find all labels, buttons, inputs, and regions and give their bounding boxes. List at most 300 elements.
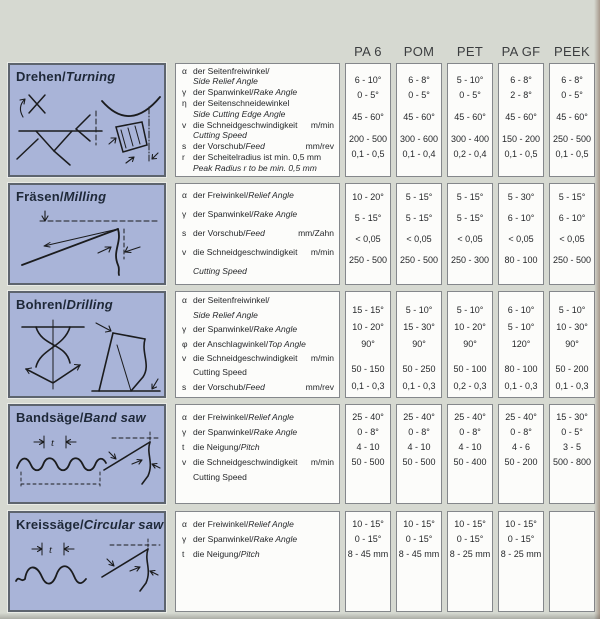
- value-cell: 200 - 500: [348, 133, 388, 144]
- value-cell: 0 - 5°: [459, 90, 481, 101]
- spec-line: [182, 164, 334, 174]
- spec-text-en: Rake Angle: [253, 208, 298, 219]
- value-cell: 5 - 10°: [558, 304, 586, 315]
- value-cell: 4 - 10: [407, 442, 431, 452]
- value-cell: 0 - 5°: [561, 90, 583, 101]
- spec-unit: m/min: [310, 353, 334, 364]
- spec-text-de: Cutting Speed: [193, 367, 247, 378]
- spec-symbol: s: [182, 381, 187, 392]
- value-cell: 120°: [511, 339, 531, 350]
- section-title: [10, 185, 164, 204]
- value-cell: 45 - 60°: [403, 112, 435, 123]
- value-column-1: [345, 63, 391, 177]
- value-cell: 6 - 10°: [354, 74, 382, 85]
- value-cell: 0 - 8°: [459, 427, 481, 437]
- page-bottom-edge-shadow: [0, 613, 600, 619]
- section-title-de: Drehen/: [16, 69, 66, 84]
- value-column-4: [498, 63, 544, 177]
- spec-text: [193, 121, 297, 131]
- spec-line: [182, 325, 334, 335]
- spec-text: [193, 425, 297, 440]
- section-title: [10, 65, 164, 84]
- value-cell: 10 - 20°: [352, 191, 384, 202]
- value-cell: 250 - 500: [552, 255, 592, 266]
- value-cell: 15 - 30°: [556, 412, 588, 422]
- value-cell: 250 - 500: [399, 255, 439, 266]
- value-column-3: [447, 404, 493, 504]
- spec-text: [193, 368, 247, 378]
- section-bandsaw: [8, 404, 600, 504]
- value-cell: 5 - 15°: [558, 191, 586, 202]
- value-cell: 0,2 - 0,4: [453, 149, 487, 160]
- value-cell: 0 - 15°: [405, 534, 433, 544]
- spec-text-de: Cutting Speed: [193, 472, 247, 482]
- value-cell: 8 - 45 mm: [398, 549, 440, 559]
- value-column-4: [498, 511, 544, 612]
- operation-panel-bandsaw: [8, 404, 166, 504]
- value-cell: [550, 517, 594, 532]
- section-title: [10, 293, 164, 312]
- section-title-de: Bohren/: [16, 297, 67, 312]
- spec-text-en: Top Angle: [268, 338, 306, 349]
- spec-line: [182, 532, 334, 547]
- spec-text-en: Side Relief Angle: [193, 76, 258, 87]
- spec-text-en: Side Cutting Edge Angle: [193, 108, 286, 119]
- value-cell: 0,1 - 0,5: [351, 149, 385, 160]
- material-header-5: PEEK: [554, 44, 590, 59]
- value-column-5: [549, 291, 595, 398]
- value-cell: 50 - 150: [351, 364, 385, 375]
- spec-text-de: die Schneidgeschwindigkeit: [193, 353, 298, 364]
- spec-symbol: s: [182, 141, 187, 152]
- value-cell: 0,1 - 0,3: [402, 381, 436, 392]
- value-cell: 0 - 5°: [408, 90, 430, 101]
- value-cell: [499, 470, 543, 485]
- value-column-4: [498, 404, 544, 504]
- section-circular: [8, 511, 600, 612]
- spec-text: [193, 191, 294, 201]
- value-column-3: [447, 183, 493, 285]
- value-cell: 5 - 30°: [507, 191, 535, 202]
- value-cell: 250 - 500: [552, 133, 592, 144]
- section-drilling: [8, 291, 600, 398]
- spec-text: [193, 296, 270, 306]
- spec-text-en: Rake Angle: [253, 427, 298, 437]
- operation-panel-milling: [8, 183, 166, 285]
- value-cell: 45 - 60°: [352, 112, 384, 123]
- spec-line: [182, 311, 334, 321]
- value-cell: 5 - 15°: [405, 212, 433, 223]
- value-cell: < 0,05: [559, 233, 585, 244]
- circular-drawing: [14, 537, 162, 597]
- spec-line: [182, 368, 334, 378]
- operation-panel-turning: [8, 63, 166, 177]
- spec-text-de: der Scheitelradius ist min. 0,5 mm: [193, 151, 322, 162]
- spec-text-de: der Freiwinkel/: [193, 189, 249, 200]
- spec-text-en: Pitch: [240, 442, 260, 452]
- spec-text-de: der Freiwinkel/: [193, 412, 249, 422]
- spec-text: [193, 210, 297, 220]
- value-cell: [550, 532, 594, 547]
- value-cell: < 0,05: [406, 233, 432, 244]
- value-column-1: [345, 291, 391, 398]
- value-cell: 0,1 - 0,5: [504, 149, 538, 160]
- value-cell: 5 - 15°: [354, 212, 382, 223]
- value-cell: 4 - 10: [356, 442, 380, 452]
- spec-line: [182, 267, 334, 277]
- spec-text: [193, 532, 297, 547]
- value-cell: 90°: [565, 339, 579, 350]
- spec-descriptions: [175, 291, 340, 398]
- spec-text-en: Relief Angle: [248, 412, 294, 422]
- value-cell: [397, 470, 441, 485]
- spec-line: [182, 354, 334, 364]
- spec-text-de: der Spanwinkel/: [193, 208, 254, 219]
- value-cell: 45 - 60°: [556, 112, 588, 123]
- spec-text: [193, 153, 321, 163]
- value-cell: 3 - 5: [562, 442, 581, 452]
- value-cell: 0 - 8°: [408, 427, 430, 437]
- value-cell: [550, 470, 594, 485]
- spec-symbol: α: [182, 519, 187, 529]
- value-cell: 50 - 200: [555, 364, 589, 375]
- spec-line: [182, 210, 334, 220]
- spec-text: [193, 410, 294, 425]
- spec-descriptions: [175, 404, 340, 504]
- value-cell: 10 - 20°: [352, 322, 384, 333]
- spec-descriptions: [175, 511, 340, 612]
- spec-text-de: die Neigung/: [193, 442, 241, 452]
- spec-symbol: v: [182, 119, 187, 130]
- milling-drawing: [14, 209, 162, 277]
- spec-symbol: α: [182, 412, 187, 422]
- value-cell: 250 - 500: [348, 255, 388, 266]
- material-header-row: [8, 44, 600, 60]
- value-cell: 10 - 15°: [403, 519, 435, 529]
- value-cell: 5 - 15°: [456, 191, 484, 202]
- spec-unit: mm/Zahn: [298, 228, 334, 239]
- spec-text-de: der Vorschub/: [193, 141, 246, 152]
- spec-text: [193, 517, 294, 532]
- section-title-en: Circular saw: [83, 517, 164, 532]
- spec-unit: mm/rev: [305, 141, 334, 152]
- value-cell: 300 - 400: [450, 133, 490, 144]
- value-cell: 50 - 500: [351, 457, 385, 467]
- spec-symbol: φ: [182, 338, 188, 349]
- spec-line: [182, 229, 334, 239]
- drilling-drawing: [14, 317, 162, 395]
- value-cell: 500 - 800: [552, 457, 592, 467]
- spec-symbol: v: [182, 247, 187, 258]
- value-cell: < 0,05: [508, 233, 534, 244]
- value-cell: 4 - 10: [458, 442, 482, 452]
- spec-descriptions: [175, 63, 340, 177]
- value-cell: 4 - 6: [511, 442, 530, 452]
- value-cell: 10 - 15°: [454, 519, 486, 529]
- value-cell: 50 - 500: [402, 457, 436, 467]
- value-column-3: [447, 511, 493, 612]
- value-cell: 5 - 15°: [456, 212, 484, 223]
- value-cell: 0 - 5°: [357, 90, 379, 101]
- spec-unit: mm/rev: [305, 381, 334, 392]
- section-title: [10, 406, 164, 425]
- value-cell: 6 - 10°: [507, 304, 535, 315]
- value-cell: 80 - 100: [504, 255, 538, 266]
- value-column-2: [396, 291, 442, 398]
- spec-line: [182, 517, 334, 532]
- turning-drawing: [14, 89, 162, 173]
- spec-symbol: α: [182, 65, 187, 76]
- value-cell: [550, 547, 594, 562]
- value-cell: 0,1 - 0,3: [504, 381, 538, 392]
- spec-text: [193, 99, 289, 109]
- value-cell: 10 - 20°: [454, 322, 486, 333]
- value-cell: 50 - 200: [504, 457, 538, 467]
- spec-text-de: der Vorschub/: [193, 228, 246, 239]
- spec-text-en: Feed: [245, 381, 265, 392]
- value-cell: 25 - 40°: [352, 412, 384, 422]
- section-title-de: Bandsäge/: [16, 410, 84, 425]
- value-cell: 45 - 60°: [454, 112, 486, 123]
- section-title-de: Fräsen/: [16, 189, 64, 204]
- spec-line: [182, 440, 334, 455]
- spec-text: [193, 354, 297, 364]
- spec-line: [182, 296, 334, 306]
- spec-line: [182, 121, 334, 131]
- spec-text-en: Relief Angle: [248, 519, 294, 529]
- value-column-4: [498, 291, 544, 398]
- section-title: [10, 513, 164, 532]
- spec-text: [193, 440, 260, 455]
- spec-symbol: γ: [182, 208, 187, 219]
- value-cell: 6 - 8°: [510, 74, 532, 85]
- spec-text-en: Feed: [245, 228, 265, 239]
- value-cell: 0,1 - 0,5: [555, 149, 589, 160]
- spec-text-en: Cutting Speed: [193, 266, 247, 277]
- spec-text: [193, 325, 297, 335]
- spec-line: [182, 67, 334, 77]
- spec-line: [182, 153, 334, 163]
- spec-text-en: Side Relief Angle: [193, 309, 258, 320]
- spec-text-de: die Neigung/: [193, 549, 241, 559]
- value-cell: 50 - 250: [402, 364, 436, 375]
- spec-symbol: α: [182, 189, 187, 200]
- spec-text: [193, 383, 265, 393]
- value-cell: 5 - 10°: [507, 322, 535, 333]
- operation-panel-circular: [8, 511, 166, 612]
- spec-text: [193, 142, 265, 152]
- spec-line: [182, 425, 334, 440]
- spec-text-de: der Spanwinkel/: [193, 534, 254, 544]
- value-cell: 8 - 25 mm: [449, 549, 491, 559]
- spec-line: [182, 77, 334, 87]
- spec-text-en: Rake Angle: [253, 87, 298, 98]
- value-cell: 50 - 400: [453, 457, 487, 467]
- value-cell: 5 - 10°: [456, 304, 484, 315]
- value-cell: 2 - 8°: [510, 90, 532, 101]
- value-cell: 0 - 5°: [561, 427, 583, 437]
- value-cell: 0 - 15°: [507, 534, 535, 544]
- spec-text-de: der Vorschub/: [193, 381, 246, 392]
- spec-descriptions: [175, 183, 340, 285]
- value-cell: 25 - 40°: [454, 412, 486, 422]
- spec-text: [193, 455, 297, 470]
- section-title-en: Milling: [63, 189, 107, 204]
- bandsaw-drawing: [14, 430, 162, 490]
- value-cell: 10 - 15°: [505, 519, 537, 529]
- spec-text: [193, 311, 258, 321]
- spec-text: [193, 88, 297, 98]
- spec-symbol: v: [182, 353, 187, 364]
- spec-text-en: Rake Angle: [253, 534, 298, 544]
- value-cell: 0,1 - 0,3: [351, 381, 385, 392]
- value-cell: 6 - 8°: [561, 74, 583, 85]
- section-title-en: Drilling: [66, 297, 113, 312]
- spec-line: [182, 99, 334, 109]
- section-milling: [8, 183, 600, 285]
- value-column-5: [549, 404, 595, 504]
- spec-symbol: γ: [182, 427, 187, 437]
- spec-text-en: Feed: [245, 141, 265, 152]
- spec-symbol: r: [182, 151, 185, 162]
- value-cell: 0,1 - 0,4: [402, 149, 436, 160]
- section-title-en: Turning: [65, 69, 116, 84]
- spec-symbol: t: [182, 442, 185, 452]
- value-column-1: [345, 404, 391, 504]
- value-cell: 90°: [412, 339, 426, 350]
- spec-line: [182, 470, 334, 485]
- value-cell: [346, 470, 390, 485]
- value-column-5: [549, 63, 595, 177]
- value-cell: 15 - 30°: [403, 322, 435, 333]
- spec-symbol: γ: [182, 87, 187, 98]
- spec-text: [193, 164, 317, 174]
- value-column-5: [549, 511, 595, 612]
- section-title-en: Band saw: [83, 410, 146, 425]
- spec-text-de: der Spanwinkel/: [193, 87, 254, 98]
- value-cell: 90°: [463, 339, 477, 350]
- material-header-1: PA 6: [354, 44, 382, 59]
- value-column-3: [447, 291, 493, 398]
- spec-symbol: γ: [182, 534, 187, 544]
- value-column-4: [498, 183, 544, 285]
- spec-text-en: Pitch: [240, 549, 260, 559]
- spec-text-de: die Schneidgeschwindigkeit: [193, 119, 298, 130]
- svg-text:t: t: [49, 544, 53, 556]
- spec-text-en: Rake Angle: [253, 324, 298, 335]
- spec-symbol: γ: [182, 324, 187, 335]
- spec-text: [193, 131, 247, 141]
- material-header-3: PET: [456, 44, 484, 59]
- spec-text-de: der Spanwinkel/: [193, 427, 254, 437]
- value-cell: 6 - 10°: [507, 212, 535, 223]
- value-column-2: [396, 404, 442, 504]
- value-cell: 250 - 300: [450, 255, 490, 266]
- spec-line: [182, 547, 334, 562]
- section-turning: [8, 63, 600, 177]
- spec-text-de: die Schneidgeschwindigkeit: [193, 457, 298, 467]
- value-cell: 0,1 - 0,3: [555, 381, 589, 392]
- spec-line: [182, 340, 334, 350]
- value-cell: 6 - 8°: [408, 74, 430, 85]
- spec-symbol: s: [182, 228, 187, 239]
- value-column-1: [345, 511, 391, 612]
- spec-line: [182, 142, 334, 152]
- value-cell: 0 - 8°: [357, 427, 379, 437]
- spec-text: [193, 340, 306, 350]
- value-column-1: [345, 183, 391, 285]
- spec-text-de: der Spanwinkel/: [193, 324, 254, 335]
- spec-unit: m/min: [310, 247, 334, 258]
- value-cell: [448, 470, 492, 485]
- value-cell: 300 - 600: [399, 133, 439, 144]
- value-cell: 10 - 30°: [556, 322, 588, 333]
- spec-line: [182, 110, 334, 120]
- value-cell: 25 - 40°: [403, 412, 435, 422]
- value-cell: 80 - 100: [504, 364, 538, 375]
- value-cell: 0 - 8°: [510, 427, 532, 437]
- value-cell: 15 - 15°: [352, 304, 384, 315]
- spec-text: [193, 547, 260, 562]
- value-cell: 5 - 10°: [456, 74, 484, 85]
- spec-text: [193, 77, 258, 87]
- spec-text-en: Peak Radius r to be min. 0,5 mm: [193, 162, 317, 173]
- spec-text-de: der Seitenfreiwinkel/: [193, 65, 270, 76]
- spec-text-en: Relief Angle: [248, 189, 294, 200]
- value-cell: 90°: [361, 339, 375, 350]
- value-column-3: [447, 63, 493, 177]
- spec-symbol: v: [182, 457, 187, 467]
- spec-symbol: t: [182, 549, 185, 559]
- value-cell: 5 - 10°: [405, 304, 433, 315]
- value-column-2: [396, 511, 442, 612]
- value-cell: 50 - 100: [453, 364, 487, 375]
- spec-text-de: der Seitenfreiwinkel/: [193, 295, 270, 306]
- value-column-5: [549, 183, 595, 285]
- spec-text: [193, 67, 270, 77]
- value-cell: 25 - 40°: [505, 412, 537, 422]
- value-cell: 5 - 15°: [405, 191, 433, 202]
- value-cell: 8 - 25 mm: [500, 549, 542, 559]
- value-column-2: [396, 183, 442, 285]
- spec-text: [193, 110, 285, 120]
- spec-text-de: der Freiwinkel/: [193, 519, 249, 529]
- value-cell: 0 - 15°: [354, 534, 382, 544]
- section-title-de: Kreissäge/: [16, 517, 84, 532]
- spec-text-en: Cutting Speed: [193, 130, 247, 141]
- spec-unit: m/min: [310, 457, 334, 467]
- value-cell: 8 - 45 mm: [347, 549, 389, 559]
- spec-symbol: α: [182, 295, 187, 306]
- svg-text:t: t: [51, 437, 55, 449]
- spec-unit: m/min: [310, 119, 334, 130]
- spec-line: [182, 131, 334, 141]
- spec-line: [182, 191, 334, 201]
- spec-text: [193, 267, 247, 277]
- value-cell: < 0,05: [457, 233, 483, 244]
- spec-line: [182, 455, 334, 470]
- spec-text-de: der Seitenschneidewinkel: [193, 97, 290, 108]
- value-cell: 0 - 15°: [456, 534, 484, 544]
- material-header-2: POM: [403, 44, 435, 59]
- spec-text-de: der Anschlagwinkel/: [193, 338, 269, 349]
- value-cell: 150 - 200: [501, 133, 541, 144]
- spec-text-de: die Schneidgeschwindigkeit: [193, 247, 298, 258]
- operation-panel-drilling: [8, 291, 166, 398]
- spec-symbol: η: [182, 97, 187, 108]
- spec-text: [193, 229, 265, 239]
- material-header-4: PA GF: [501, 44, 541, 59]
